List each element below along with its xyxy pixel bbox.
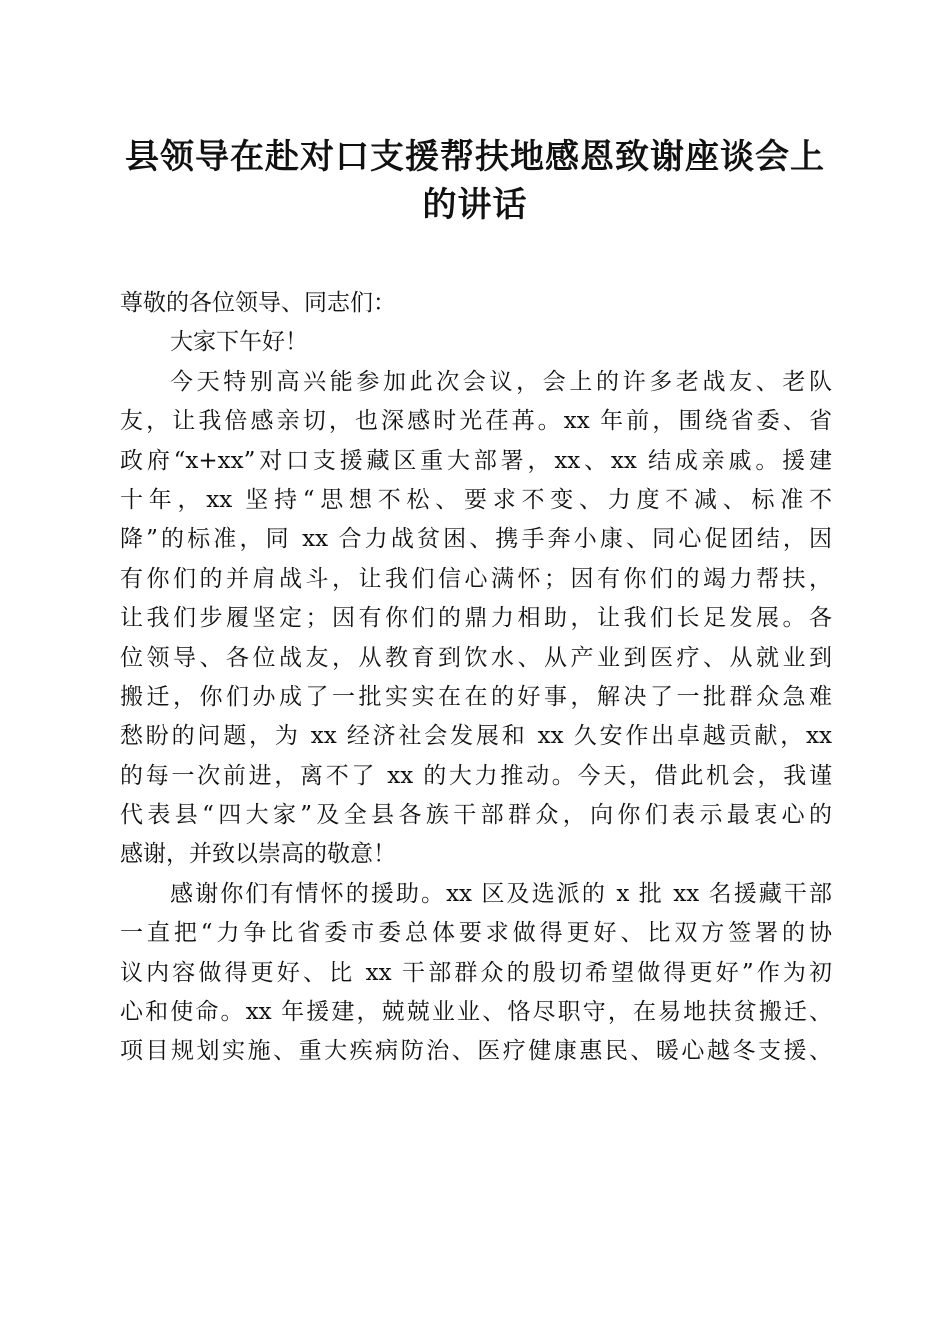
- paragraph-line: 搬迁，你们办成了一批实实在在的好事，解决了一批群众急难: [120, 683, 832, 710]
- paragraph-line: 十年，xx 坚持“思想不松、要求不变、力度不减、标准不: [120, 486, 832, 513]
- paragraph-line: 今天特别高兴能参加此次会议，会上的许多老战友、老队: [170, 368, 832, 395]
- paragraph-2: [120, 875, 832, 1072]
- title-line-1: 县领导在赴对口支援帮扶地感恩致谢座谈会上: [125, 137, 825, 177]
- paragraph-line: 政府“x+xx”对口支援藏区重大部署，xx、xx 结成亲戚。援建: [120, 447, 832, 474]
- paragraph-line: 心和使命。xx 年援建，兢兢业业、恪尽职守，在易地扶贫搬迁、: [120, 999, 832, 1026]
- salutation: 尊敬的各位领导、同志们：: [120, 290, 396, 316]
- title-line-2: 的讲话: [422, 185, 528, 225]
- greeting: 大家下午好！: [170, 329, 308, 356]
- paragraph-line: 感谢你们有情怀的援助。xx 区及选派的 x 批 xx 名援藏干部: [170, 880, 832, 907]
- paragraph-line: 议内容做得更好、比 xx 干部群众的殷切希望做得更好”作为初: [120, 959, 832, 986]
- paragraph-line: 友，让我倍感亲切，也深感时光荏苒。xx 年前，围绕省委、省: [120, 408, 832, 435]
- paragraph-line: 一直把“力争比省委市委总体要求做得更好、比双方签署的协: [120, 920, 832, 947]
- paragraph-line: 让我们步履坚定；因有你们的鼎力相助，让我们长足发展。各: [120, 605, 832, 632]
- paragraph-line: 有你们的并肩战斗，让我们信心满怀；因有你们的竭力帮扶，: [120, 565, 832, 592]
- document-body: [120, 284, 832, 1072]
- document-title: [100, 133, 850, 229]
- paragraph-line: 项目规划实施、重大疾病防治、医疗健康惠民、暖心越冬支援、: [120, 1038, 832, 1065]
- paragraph-line: 代表县“四大家”及全县各族干部群众，向你们表示最衷心的: [120, 802, 832, 829]
- paragraph-1: [120, 363, 832, 875]
- paragraph-line: 降”的标准，同 xx 合力战贫困、携手奔小康、同心促团结，因: [120, 526, 832, 553]
- paragraph-line: 感谢，并致以崇高的敬意！: [120, 841, 396, 868]
- paragraph-line: 的每一次前进，离不了 xx 的大力推动。今天，借此机会，我谨: [120, 762, 832, 789]
- paragraph-line: 愁盼的问题，为 xx 经济社会发展和 xx 久安作出卓越贡献，xx: [120, 723, 832, 750]
- paragraph-line: 位领导、各位战友，从教育到饮水、从产业到医疗、从就业到: [120, 644, 832, 671]
